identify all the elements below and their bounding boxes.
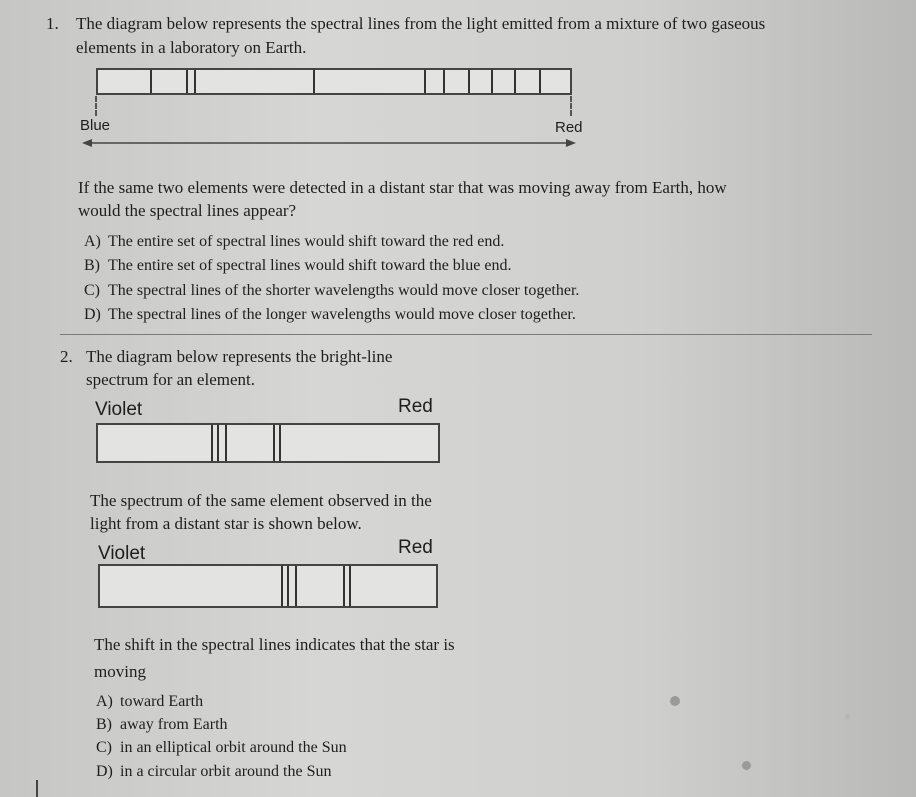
red-label-2: Red [398,537,433,558]
option-letter: B) [84,257,100,274]
spectral-line [468,70,470,93]
spectral-line [287,566,289,606]
spectral-line [349,566,351,606]
spectral-line [281,566,283,606]
violet-label-1: Violet [95,399,143,420]
option-text: The entire set of spectral lines would shift toward the blue end. [108,257,512,274]
spectral-line [424,70,426,93]
red-label: Red [555,119,583,136]
spectral-line [514,70,516,93]
question-1-option-a[interactable] [84,231,504,253]
wavelength-arrow [80,136,580,150]
option-letter: D) [96,763,113,780]
spectral-line [343,566,345,606]
option-letter: B) [96,716,112,733]
spectral-line [225,425,227,461]
option-text: in a circular orbit around the Sun [120,763,332,780]
question-2-option-a[interactable] [96,691,203,713]
blue-edge-tick [95,96,97,116]
option-letter: D) [84,306,101,323]
option-text: The spectral lines of the shorter wavelengths would move closer together. [108,282,580,299]
option-text: The entire set of spectral lines would shift toward the red end. [108,233,505,250]
option-letter: C) [84,282,100,299]
spectral-line [217,425,219,461]
question-1-option-c[interactable] [84,280,579,302]
element-spectrum-diagram [96,423,440,463]
spectral-line [279,425,281,461]
question-2-middle-line-1: The spectrum of the same element observed in the [90,491,432,510]
question-1-intro-line-2: elements in a laboratory on Earth. [76,38,307,57]
red-edge-tick [570,96,572,116]
question-divider [60,334,872,335]
question-2-intro-line-1: The diagram below represents the bright-line [86,347,393,366]
spectral-line [491,70,493,93]
paper-mark [670,696,680,706]
spectral-line [313,70,315,93]
spectral-line [186,70,188,93]
question-1-option-b[interactable] [84,255,511,277]
spectral-line [211,425,213,461]
option-letter: C) [96,739,112,756]
question-1-number: 1. [46,14,59,33]
paper-edge-mark [36,780,38,797]
option-text: away from Earth [120,716,228,733]
question-2-option-b[interactable] [96,714,228,736]
question-2-intro-line-2: spectrum for an element. [86,370,255,389]
blue-label: Blue [80,117,111,134]
paper-mark [845,714,850,719]
question-2-prompt-line-1: The shift in the spectral lines indicates that the star is [94,635,455,654]
question-2-prompt-line-2: moving [94,662,146,681]
option-text: The spectral lines of the longer wavelengths would move closer together. [108,306,576,323]
question-1-option-d[interactable] [84,304,576,326]
spectral-line [295,566,297,606]
spectral-line [150,70,152,93]
star-spectrum-diagram [98,564,438,608]
paper-mark [742,761,751,770]
red-label-1: Red [398,396,433,417]
option-letter: A) [84,233,101,250]
lab-spectrum-diagram [96,68,572,95]
spectral-line [273,425,275,461]
question-1-intro-line-1: The diagram below represents the spectral lines from the light emitted from a mixture of two gaseous [76,14,766,33]
question-2-option-c[interactable] [96,737,347,759]
spectral-line [443,70,445,93]
spectral-line [539,70,541,93]
question-2-option-d[interactable] [96,761,332,783]
option-text: toward Earth [120,693,204,710]
question-1-prompt-line-2: would the spectral lines appear? [78,201,297,220]
question-2-middle-line-2: light from a distant star is shown below. [90,514,362,533]
violet-label-2: Violet [98,543,146,564]
question-1-prompt-line-1: If the same two elements were detected in a distant star that was moving away from Earth, how [78,178,727,197]
spectral-line [194,70,196,93]
option-text: in an elliptical orbit around the Sun [120,739,347,756]
option-letter: A) [96,693,113,710]
question-2-number: 2. [60,347,73,366]
